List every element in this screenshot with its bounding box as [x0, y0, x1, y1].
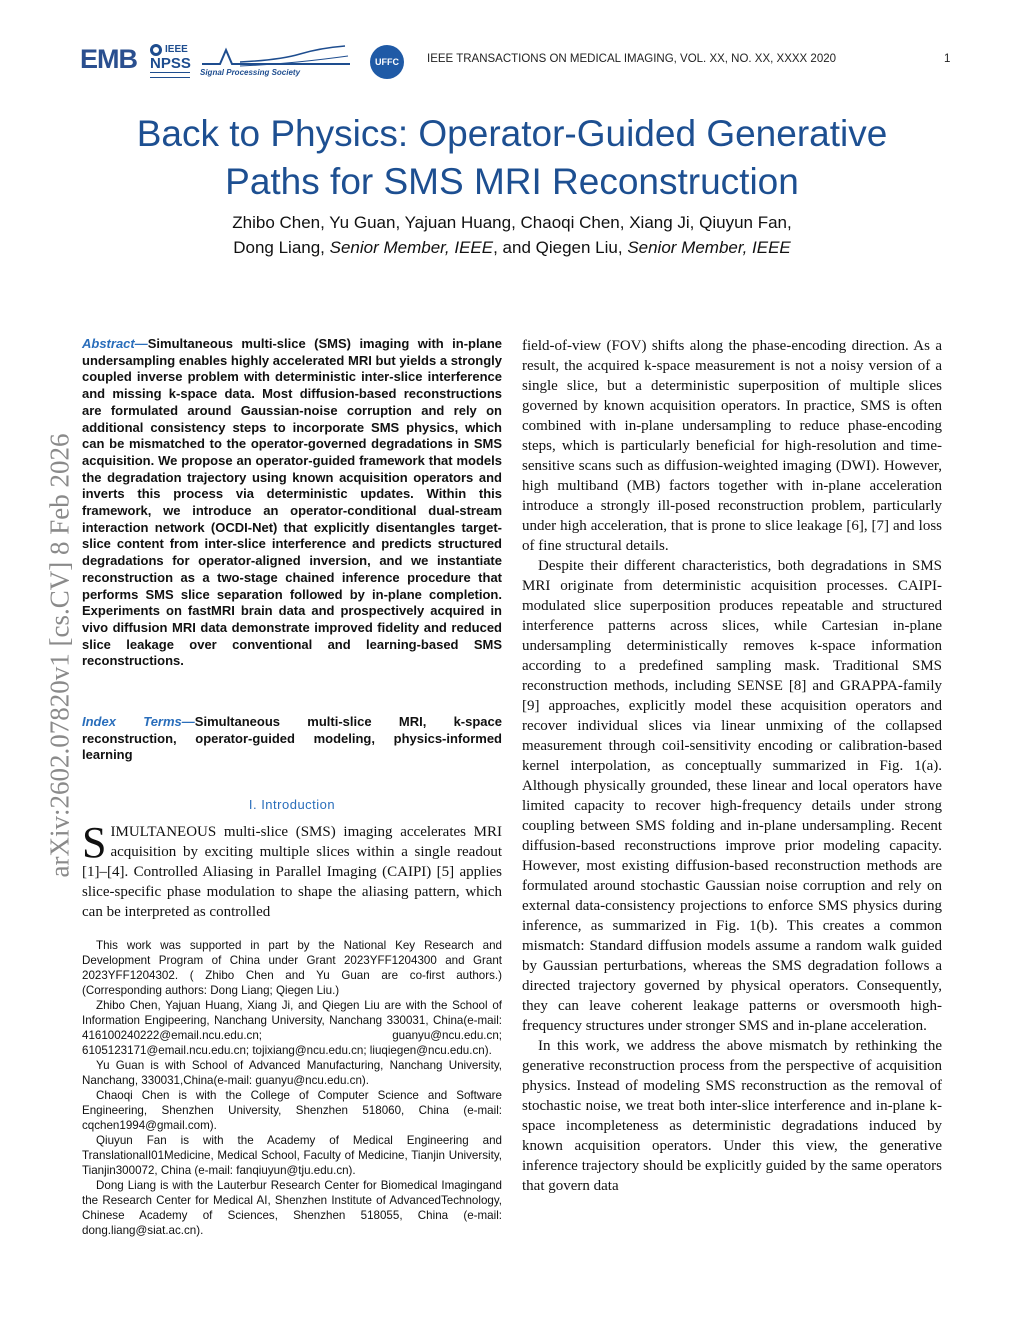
authors-line2-b: Senior Member, IEEE [329, 238, 494, 257]
authors-line2-c: , and Qiegen Liu, [493, 238, 628, 257]
footnote-affiliation: Zhibo Chen, Yajuan Huang, Xiang Ji, and Qiegen Liu are with the School of Information Engipeering, Nanchang University, Nanchang 330031, China(e-mail: 416100240222@email.ncu.edu.cn; guanyu@ncu.edu.cn; 6105123171@email.ncu.edu.cn; tojixiang@ncu.edu.cn; liuqiegen@ncu.edu.cn). [82, 999, 502, 1057]
footnote-affiliation: Dong Liang is with the Lauterbur Research Center for Biomedical Imagingand the Research Center for Medical AI, Shenzhen Institute of AdvancedTechnology, Chinese Academy of Sciences, Shenzhen 518055, China (e-mail: dong.liang@siat.ac.cn). [82, 1179, 502, 1237]
npss-logo-rule [150, 72, 190, 78]
authors [60, 210, 964, 260]
index-terms [82, 714, 502, 764]
npss-logo [150, 44, 194, 78]
footnote-affiliation: Chaoqi Chen is with the College of Computer Science and Software Engineering, Shenzhen University, Shenzhen 518060, China (e-mail: cqchen1994@gmail.com). [82, 1089, 502, 1132]
emb-logo: EMB [80, 44, 137, 74]
body-paragraph: field-of-view (FOV) shifts along the phase-encoding direction. As a result, the acquired k-space measurement is not a noisy version of a single slice, but a deterministic superposition of multiple slices governed by known acquisition operators. In practice, SMS is often combined with in-plane undersampling to reduce phase-encoding steps, which is particularly beneficial for high-resolution and time-sensitive scans such as diffusion-weighted imaging (DWI). However, high multiband (MB) factors together with in-plane acceleration introduce a strongly ill-posed reconstruction problem, particularly under high acceleration, that is prone to slice leakage [6], [7] and loss of fine structural details. [522, 338, 942, 554]
paper-title [60, 110, 964, 206]
intro-lead: IMULTANEOUS [110, 824, 217, 840]
footnotes [82, 938, 502, 1238]
paper-title-line2: Paths for SMS MRI Reconstruction [225, 161, 799, 202]
arxiv-stamp: arXiv:2602.07820v1 [cs.CV] 8 Feb 2026 [44, 433, 75, 878]
journal-header: IEEE TRANSACTIONS ON MEDICAL IMAGING, VOL. XX, NO. XX, XXXX 2020 [427, 53, 837, 65]
authors-line2 [60, 235, 964, 260]
authors-line2-d: Senior Member, IEEE [627, 238, 791, 257]
abstract [82, 336, 502, 670]
section-heading: I. Introduction [248, 797, 336, 812]
paper-title-line1: Back to Physics: Operator-Guided Generative [136, 113, 888, 154]
npss-logo-main: NPSS [150, 55, 191, 72]
authors-line2-a: Dong Liang, [233, 238, 330, 257]
page-number: 1 [944, 53, 951, 65]
right-column [522, 336, 942, 1196]
index-terms-label: Index Terms— [82, 714, 195, 729]
abstract-text: Simultaneous multi-slice (SMS) imaging with in-plane undersampling enables highly accelerated MRI but yields a strongly coupled inverse problem with deterministic inter-slice interference and missing k-space data. Most diffusion-based reconstructions are formulated around Gaussian-noise corruption and rely on additional consistency steps to incorporate SMS physics, which can be mismatched to the operator-governed degradations in SMS acquisition. We propose an operator-guided framework that models the degradation trajectory using known acquisition operators and inverts this process via deterministic updates. Within this framework, we introduce an operator-conditional dual-stream interaction network (OCDI-Net) that explicitly disentangles target-slice content from inter-slice interference and predicts structured degradations for operator-aligned inversion, and we instantiate reconstruction as a two-stage chained inference procedure that performs SMS slice separation followed by in-plane completion. Experiments on fastMRI brain data and prospectively acquired in vivo diffusion MRI data demonstrate improved fidelity and reduced slice leakage over conventional and learning-based SMS reconstructions. [82, 336, 502, 669]
sps-wave-icon [200, 44, 350, 68]
npss-logo-top: IEEE [165, 44, 188, 55]
intro-text: multi-slice (SMS) imaging accelerates MRI acquisition by exciting multiple slices within a single readout [1]–[4]. Controlled Aliasing in Parallel Imaging (CAIPI) [5] applies slice-specific phase modulation to shape the aliasing pattern, which can be interpreted as controlled [82, 824, 502, 920]
footnote-funding: This work was supported in part by the National Key Research and Development Program of China under Grant 2023YFF1204300 and Grant 2023YFF1204302. ( Zhibo Chen and Yu Guan are co-first authors.) (Corresponding authors: Dong Liang; Qiegen Liu.) [82, 939, 502, 997]
sps-logo [200, 44, 350, 80]
body-paragraph: In this work, we address the above mismatch by rethinking the generative reconstruction process from the perspective of acquisition physics. Instead of modeling SMS reconstruction as the removal of stochastic noise, we treat both inter-slice interference and in-plane k-space incompleteness as deterministic degradations induced by known acquisition operators. Under this view, the generative inference trajectory should be explicitly guided by the same operators that govern data [522, 1038, 942, 1194]
intro-paragraph [82, 818, 502, 922]
dropcap: S [82, 818, 107, 867]
footnote-affiliation: Qiuyun Fan is with the Academy of Medical Engineering and TranslationalI01Medicine, Medical School, Faculty of Medicine, Tianjin University, Tianjin300072, China (e-mail: fanqiuyun@tju.edu.cn). [82, 1134, 502, 1177]
authors-line1: Zhibo Chen, Yu Guan, Yajuan Huang, Chaoqi Chen, Xiang Ji, Qiuyun Fan, [232, 213, 792, 232]
footnote-affiliation: Yu Guan is with School of Advanced Manufacturing, Nanchang University, Nanchang, 330031,China(e-mail: guanyu@ncu.edu.cn). [82, 1059, 502, 1087]
sps-logo-caption: Signal Processing Society [200, 68, 301, 77]
index-terms-text: Simultaneous multi-slice MRI, k-space reconstruction, operator-guided modeling, physics-informed learning [82, 714, 503, 763]
abstract-label: Abstract— [82, 336, 148, 351]
body-paragraph: Despite their different characteristics, both degradations in SMS MRI originate from deterministic acquisition processes. CAIPI-modulated slice superposition produces repeatable and structured interference patterns across slices, while Cartesian in-plane undersampling deterministically removes k-space information according to a predefined sampling mask. Traditional SMS reconstruction methods, including SENSE [8] and GRAPPA-family [9] approaches, explicitly model these acquisition operators and recover individual slices via linear unmixing of the collapsed measurement through coil-sensitivity encoding or calibration-based kernel interpolation, as conceptually summarized in Fig. 1(a). Although physically grounded, these linear and local operators have limited capacity to recover high-frequency details under strong coupling between SMS folding and in-plane undersampling. Recent diffusion-based reconstructions improve prior modeling capacity. However, most existing diffusion-based reconstruction methods are formulated around stochastic Gaussian noise corruption and rely on external data-consistency projections to enforce SMS physics during inference, as summarized in Fig. 1(b). This creates a common mismatch: Standard diffusion models assume a random walk guided by Gaussian perturbations, whereas the SMS degradation follows a directed trajectory governed by physical operators. Consequently, they can leave coherent leakage patterns or oversmooth high-frequency structures under stronger SMS and in-plane acceleration. [522, 558, 942, 1034]
uffc-logo: UFFC [370, 45, 404, 79]
